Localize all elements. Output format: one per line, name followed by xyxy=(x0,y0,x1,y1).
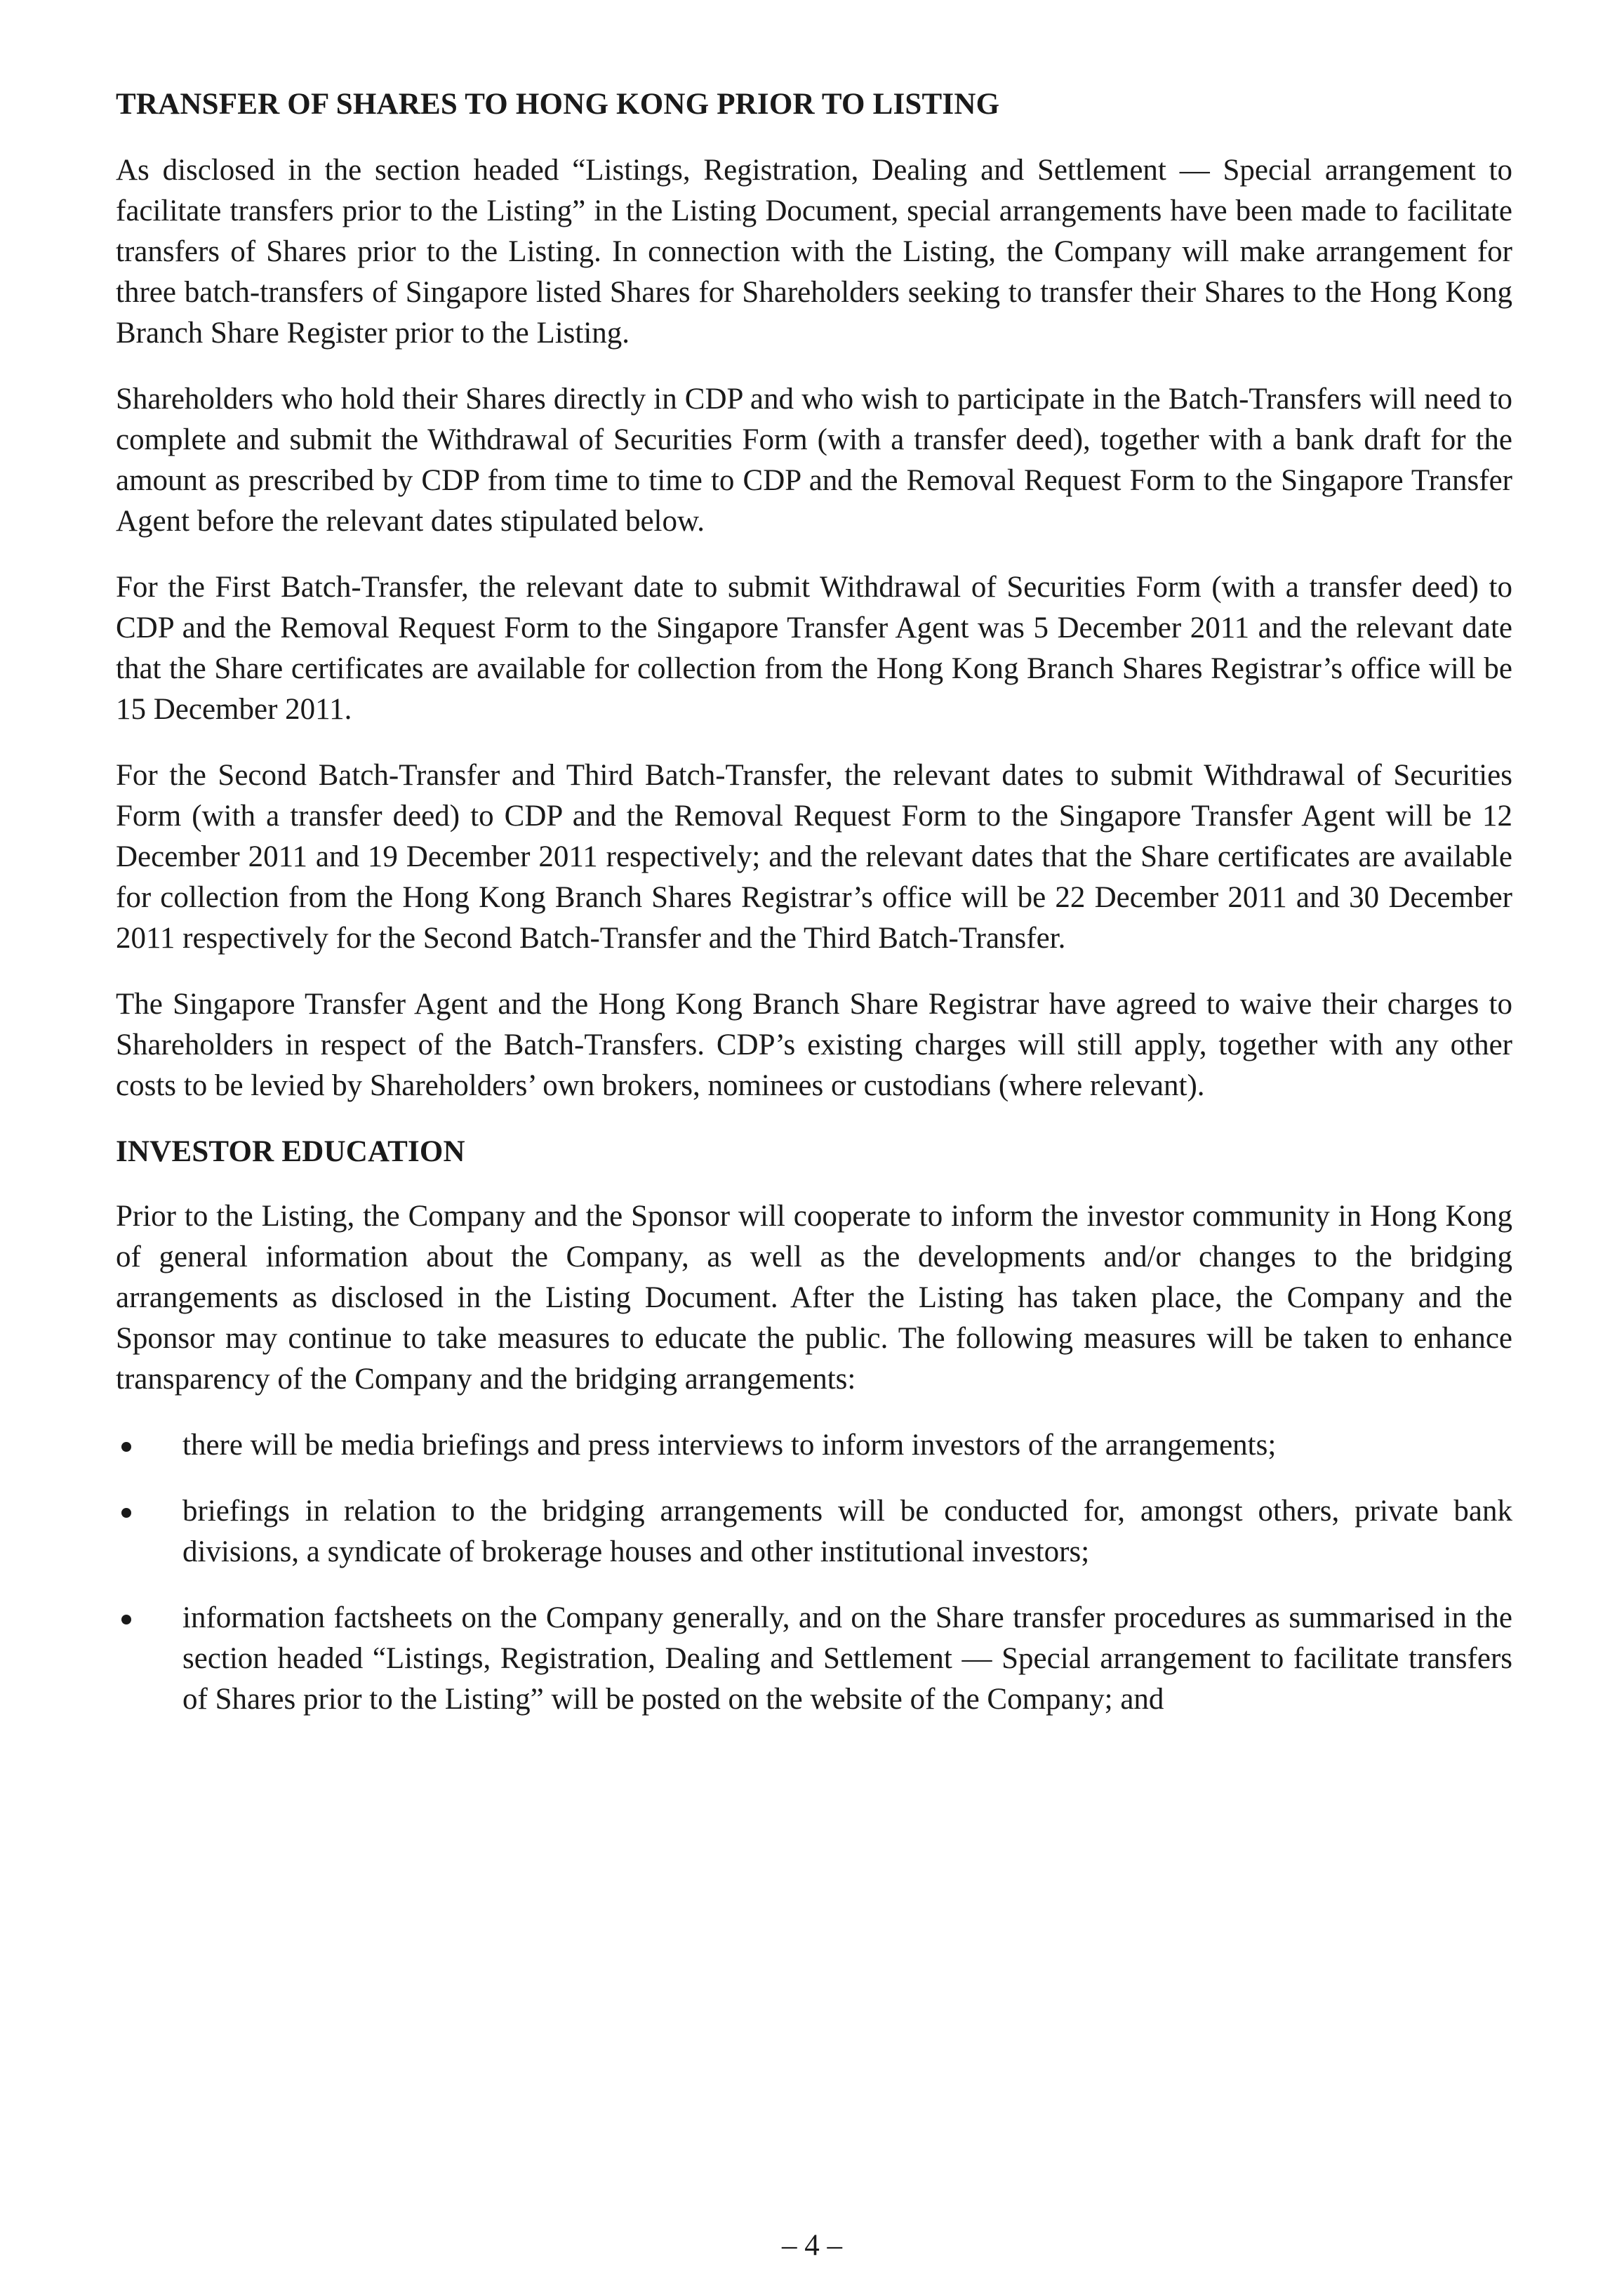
bullet-list-item xyxy=(116,1425,1512,1466)
paragraph-transfer-2: Shareholders who hold their Shares directly in CDP and who wish to participate in the Batch-Transfers will need to complete and submit the Withdrawal of Securities Form (with a transfer deed), together with a bank draft for the amount as prescribed by CDP from time to time to CDP and the Removal Request Form to the Singapore Transfer Agent before the relevant dates stipulated below. xyxy=(116,383,1512,538)
paragraph-transfer-5: The Singapore Transfer Agent and the Hong Kong Branch Share Registrar have agreed to waive their charges to Shareholders in respect of the Batch-Transfers. CDP’s existing charges will still apply, together with any other costs to be levied by Shareholders’ own brokers, nominees or custodians (where relevant). xyxy=(116,988,1512,1102)
paragraph-investor-intro: Prior to the Listing, the Company and the Sponsor will cooperate to inform the investor community in Hong Kong of general information about the Company, as well as the developments and/or changes to the bridging arrangements as disclosed in the Listing Document. After the Listing has taken place, the Company and the Sponsor may continue to take measures to educate the public. The following measures will be taken to enhance transparency of the Company and the bridging arrangements: xyxy=(116,1200,1512,1396)
bullet-text: there will be media briefings and press interviews to inform investors of the arrangements; xyxy=(182,1429,1277,1462)
paragraph-transfer-3: For the First Batch-Transfer, the relevant date to submit Withdrawal of Securities Form (with a transfer deed) to CDP and the Removal Request Form to the Singapore Transfer Agent was 5 December 2011 and the relevant date that the Share certificates are available for collection from the Hong Kong Branch Shares Registrar’s office will be 15 December 2011. xyxy=(116,571,1512,726)
bullet-list-item xyxy=(116,1598,1512,1720)
paragraph-transfer-4: For the Second Batch-Transfer and Third Batch-Transfer, the relevant dates to submit Withdrawal of Securities Form (with a transfer deed) to CDP and the Removal Request Form to the Singapore Transfer Agent will be 12 December 2011 and 19 December 2011 respectively; and the relevant dates that the Share certificates are available for collection from the Hong Kong Branch Shares Registrar’s office will be 22 December 2011 and 30 December 2011 respectively for the Second Batch-Transfer and the Third Batch-Transfer. xyxy=(116,759,1512,955)
bullet-list-item xyxy=(116,1491,1512,1573)
bullet-icon xyxy=(121,1442,131,1452)
document-page xyxy=(116,84,1512,1745)
bullet-text: briefings in relation to the bridging arrangements will be conducted for, amongst others, private bank divisions, a syndicate of brokerage houses and other institutional investors; xyxy=(182,1495,1512,1568)
bullet-icon xyxy=(121,1508,131,1518)
paragraph-transfer-1: As disclosed in the section headed “Listings, Registration, Dealing and Settlement — Special arrangement to facilitate transfers prior to the Listing” in the Listing Document, special arrangements have been made to facilitate transfers of Shares prior to the Listing. In connection with the Listing, the Company will make arrangement for three batch-transfers of Singapore listed Shares for Shareholders seeking to transfer their Shares to the Hong Kong Branch Share Register prior to the Listing. xyxy=(116,154,1512,350)
page-number: – 4 – xyxy=(782,2229,842,2262)
bullet-icon xyxy=(121,1615,131,1624)
measures-bullet-list xyxy=(116,1425,1512,1720)
bullet-text: information factsheets on the Company generally, and on the Share transfer procedures as summarised in the section headed “Listings, Registration, Dealing and Settlement — Special arrangement to facilitate transfers of Shares prior to the Listing” will be posted on the website of the Company; and xyxy=(182,1601,1512,1716)
section-heading-investor-education: INVESTOR EDUCATION xyxy=(116,1135,465,1168)
section-heading-transfer: TRANSFER OF SHARES TO HONG KONG PRIOR TO LISTING xyxy=(116,88,1000,121)
